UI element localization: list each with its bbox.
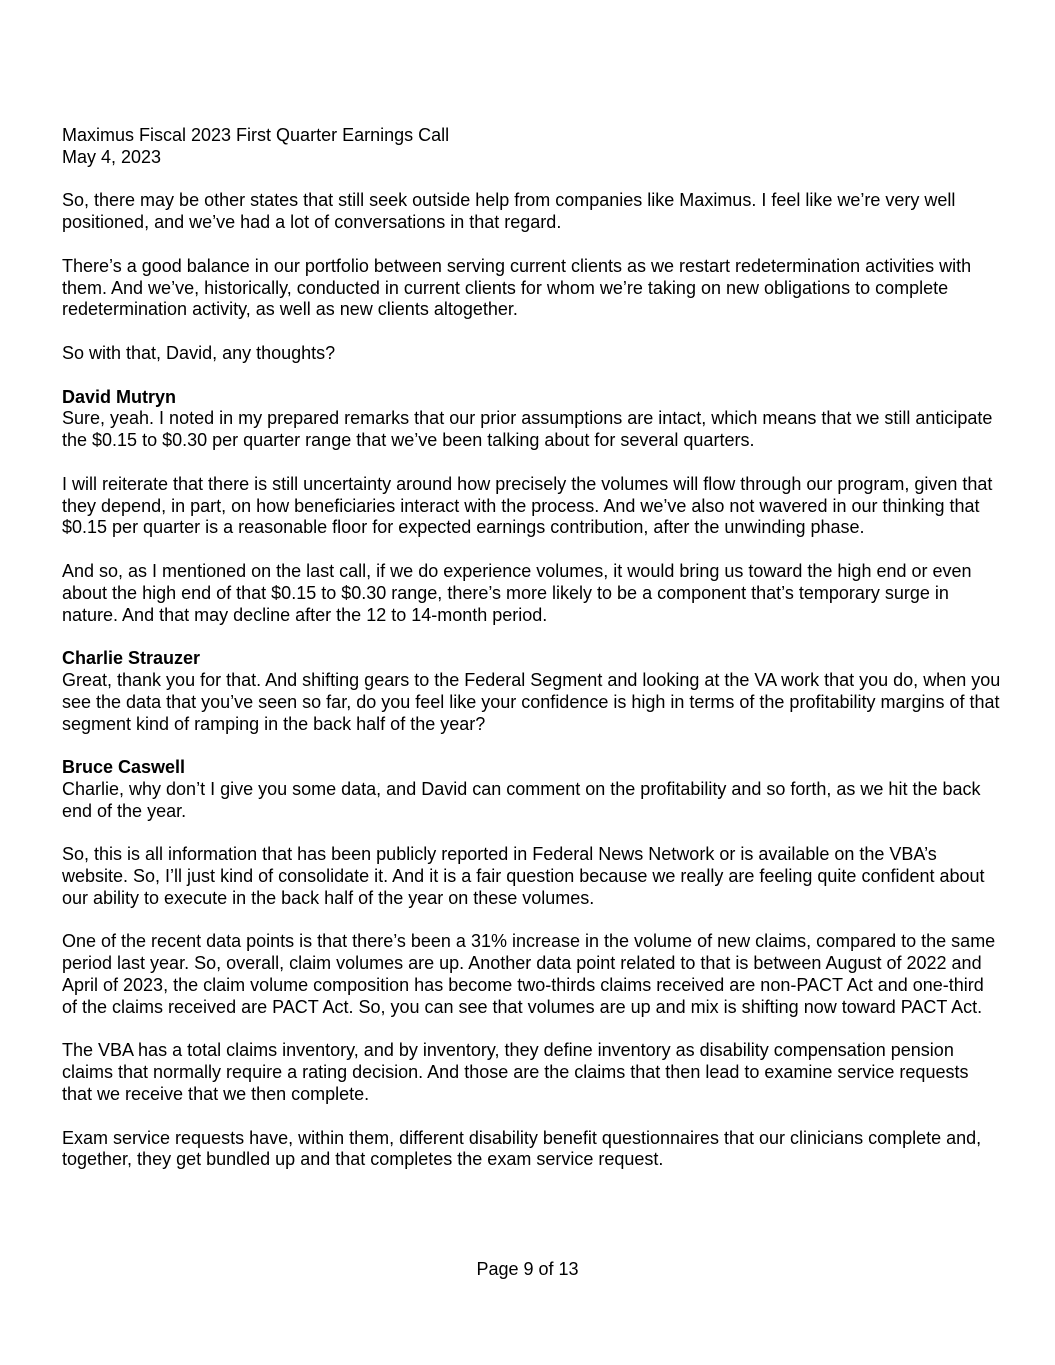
paragraph: One of the recent data points is that there’s been a 31% increase in the volume of new claims, compared to the same period last year. So, overall, claim volumes are up. Another data point related to that is between August of 2022 and April of 2023, the claim volume composition has become two-thirds claims received are non-PACT Act and one-third of the claims received are PACT Act. So, you can see that volumes are up and mix is shifting now toward PACT Act. — [62, 931, 996, 1017]
document-date: May 4, 2023 — [62, 146, 162, 167]
transcript-page — [62, 125, 1002, 1193]
paragraph: The VBA has a total claims inventory, and by inventory, they define inventory as disability compensation pension claims that normally require a rating decision. And those are the claims that then lead to examine service requests that we receive that we then complete. — [62, 1040, 969, 1105]
speaker-name: Bruce Caswell — [62, 757, 186, 778]
paragraph: Exam service requests have, within them, different disability benefit questionnaires that our clinicians complete and, together, they get bundled up and that completes the exam service request. — [62, 1127, 982, 1170]
paragraph: Charlie, why don’t I give you some data, and David can comment on the profitability and so forth, as we hit the back end of the year. — [62, 778, 981, 821]
paragraph: And so, as I mentioned on the last call, if we do experience volumes, it would bring us toward the high end or even about the high end of that $0.15 to $0.30 range, there’s more likely to be a component that’s temporary surge in nature. And that may decline after the 12 to 14-month period. — [62, 560, 972, 625]
document-title: Maximus Fiscal 2023 First Quarter Earnings Call — [62, 125, 450, 145]
paragraph: I will reiterate that there is still uncertainty around how precisely the volumes will flow through our program, given that they depend, in part, on how beneficiaries interact with the process. And we’ve also not wavered in our thinking that $0.15 per quarter is a reasonable floor for expected earnings contribution, after the unwinding phase. — [62, 473, 993, 538]
transcript-block — [62, 757, 1002, 1171]
paragraph: So, this is all information that has been publicly reported in Federal News Network or is available on the VBA’s website. So, I’ll just kind of consolidate it. And it is a fair question because we really are feeling quite confident about our ability to execute in the back half of the year on these volumes. — [62, 844, 985, 908]
paragraph: Great, thank you for that. And shifting gears to the Federal Segment and looking at the VA work that you do, when you see the data that you’ve seen so far, do you feel like your confidence is high in terms of the profitability margins of that segment kind of ramping in the back half of the year? — [62, 669, 1001, 734]
transcript-block — [62, 648, 1002, 735]
transcript-block — [62, 387, 1002, 627]
document-header — [62, 125, 1002, 169]
transcript-block — [62, 190, 1002, 364]
page-number: Page 9 of 13 — [476, 1259, 579, 1279]
paragraph: So, there may be other states that still seek outside help from companies like Maximus. I feel like we’re very well positioned, and we’ve had a lot of conversations in that regard. — [62, 190, 956, 233]
speaker-name: Charlie Strauzer — [62, 648, 201, 669]
paragraph: So with that, David, any thoughts? — [62, 342, 336, 363]
paragraph: Sure, yeah. I noted in my prepared remarks that our prior assumptions are intact, which means that we still anticipate the $0.15 to $0.30 per quarter range that we’ve been talking about for several quarters. — [62, 408, 993, 451]
paragraph: There’s a good balance in our portfolio between serving current clients as we restart redetermination activities with them. And we’ve, historically, conducted in current clients for whom we’re taking on new obligations to complete redetermination activity, as well as new clients altogether. — [62, 255, 972, 320]
speaker-name: David Mutryn — [62, 386, 177, 407]
